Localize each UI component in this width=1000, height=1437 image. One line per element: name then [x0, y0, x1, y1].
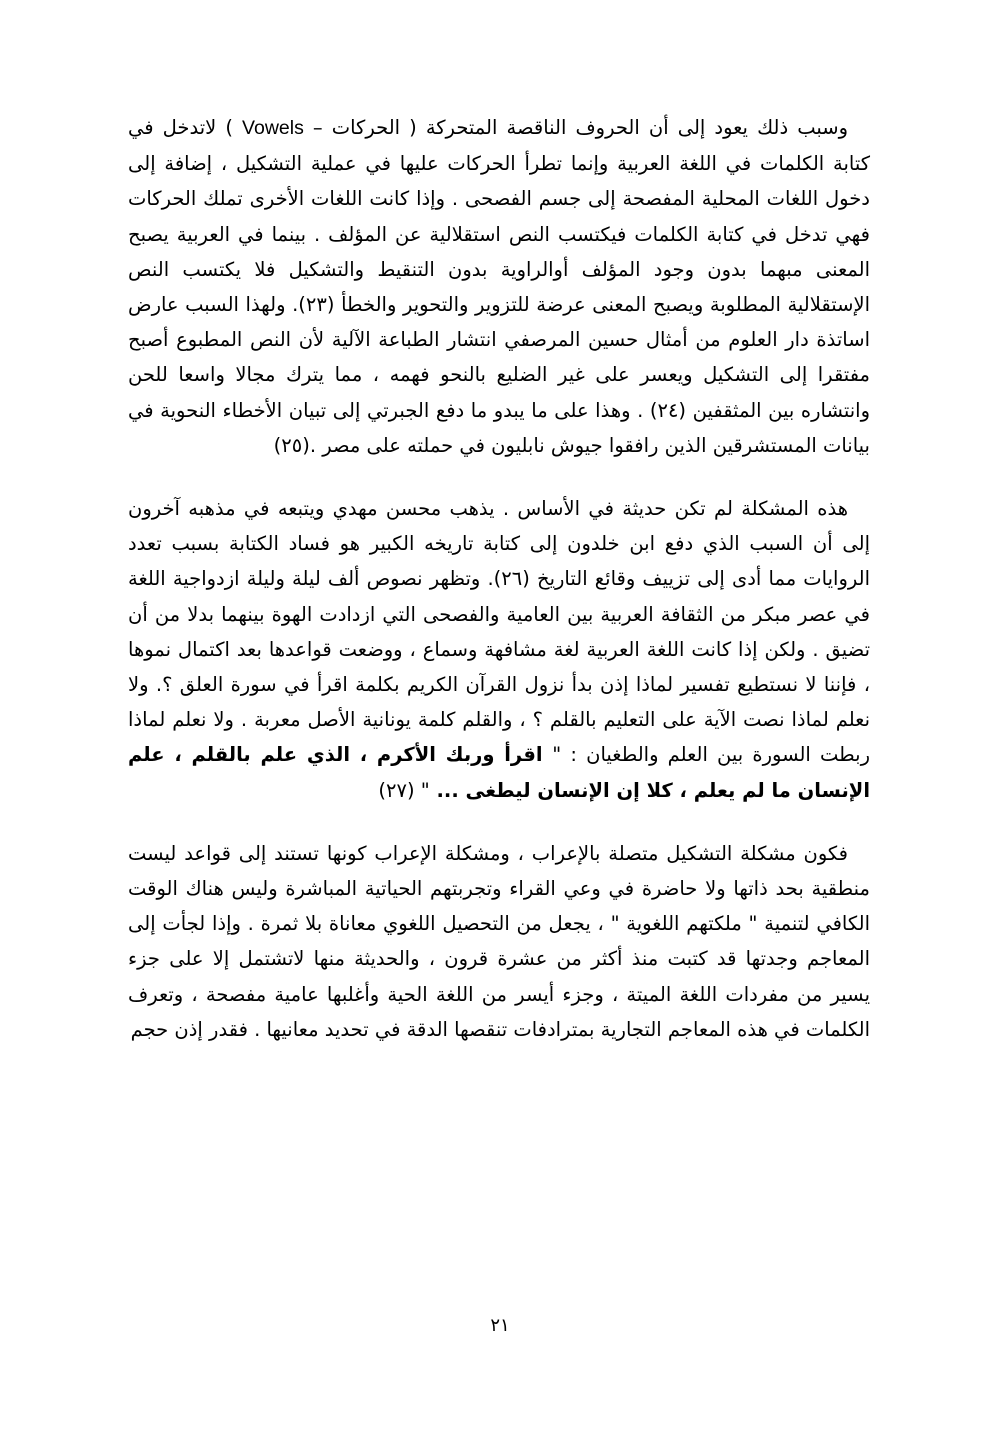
paragraph-1 [128, 110, 870, 463]
page-number: ٢١ [490, 1315, 510, 1336]
paragraph-2 [128, 491, 870, 808]
paragraph-2-text: هذه المشكلة لم تكن حديثة في الأساس . يذهب محسن مهدي ويتبعه في مذهبه آخرون إلى أن السبب الذي دفع ابن خلدون إلى كتابة تاريخه الكبير هو فساد الكتابة بسبب تعدد الروايات مما أدى إلى تزييف وقائع التاريخ (٢٦). وتظهر نصوص ألف ليلة وليلة ازدواجية اللغة في عصر مبكر من الثقافة العربية بين العامية والفصحى التي ازدادت الهوة بينهما بدلا من أن تضيق . ولكن إذا كانت اللغة العربية لغة مشافهة وسماع ، ووضعت قواعدها بعد اكتمال نموها ، فإننا لا نستطيع تفسير لماذا إذن بدأ نزول القرآن الكريم بكلمة اقرأ في سورة العلق ؟. ولا نعلم لماذا نصت الآية على التعليم بالقلم ؟ ، والقلم كلمة يونانية الأصل معربة . ولا نعلم لماذا ربطت السورة بين العلم والطغيان : " [128, 497, 870, 767]
text-body [128, 110, 870, 1047]
paragraph-1-after: ) لاتدخل في كتابة الكلمات في اللغة العربية وإنما تطرأ الحركات عليها في عملية التشكيل ، إضافة إلى دخول اللغات المحلية المفصحة إلى جسم الفصحى . وإذا كانت اللغات الأخرى تملك الحركات فهي تدخل في كتابة الكلمات فيكتسب النص استقلالية عن المؤلف . بينما في العربية يصبح المعنى مبهما بدون وجود المؤلف أوالراوية بدون التنقيط والتشكيل فلا يكتسب النص الإستقلالية المطلوبة ويصبح المعنى عرضة للتزوير والتحوير والخطأ (٢٣). ولهذا السبب عارض اساتذة دار العلوم من أمثال حسين المرصفي انتشار الطباعة الآلية لأن النص المطبوع أصبح مفتقرا إلى التشكيل ويعسر على غير الضليع بالنحو فهمه ، مما يترك مجالا واسعا للحن وانتشاره بين المثقفين (٢٤) . وهذا على ما يبدو ما دفع الجبرتي إلى تبيان الأخطاء النحوية في بيانات المستشرقين الذين رافقوا جيوش نابليون في حملته على مصر .(٢٥) [128, 116, 870, 457]
paragraph-3-text: فكون مشكلة التشكيل متصلة بالإعراب ، ومشكلة الإعراب كونها تستند إلى قواعد ليست منطقية بحد ذاتها ولا حاضرة في وعي القراء وتجربتهم الحياتية المباشرة وليس هناك الوقت الكافي لتنمية " ملكتهم اللغوية " ، يجعل من التحصيل اللغوي معاناة بلا ثمرة . وإذا لجأت إلى المعاجم وجدتها قد كتبت منذ أكثر من عشرة قرون ، والحديثة منها لاتشتمل إلا على جزء يسير من مفردات اللغة الميتة ، وجزء أيسر من اللغة الحية وأغلبها عامية مفصحة ، وتعرف الكلمات في هذه المعاجم التجارية بمترادفات تنقصها الدقة في تحديد معانيها . فقدر إذن حجم [128, 841, 870, 1041]
paragraph-2-tail: " (٢٧) [378, 778, 430, 802]
paragraph-1-before: وسبب ذلك يعود إلى أن الحروف الناقصة المتحركة ( الحركات – [303, 116, 848, 139]
vowels-term: Vowels [242, 117, 304, 139]
quran-quote: اقرأ وربك الأكرم ، الذي علم بالقلم ، علم الإنسان ما لم يعلم ، كلا إن الإنسان ليطغى ... [128, 743, 870, 802]
paragraph-3 [128, 836, 870, 1047]
